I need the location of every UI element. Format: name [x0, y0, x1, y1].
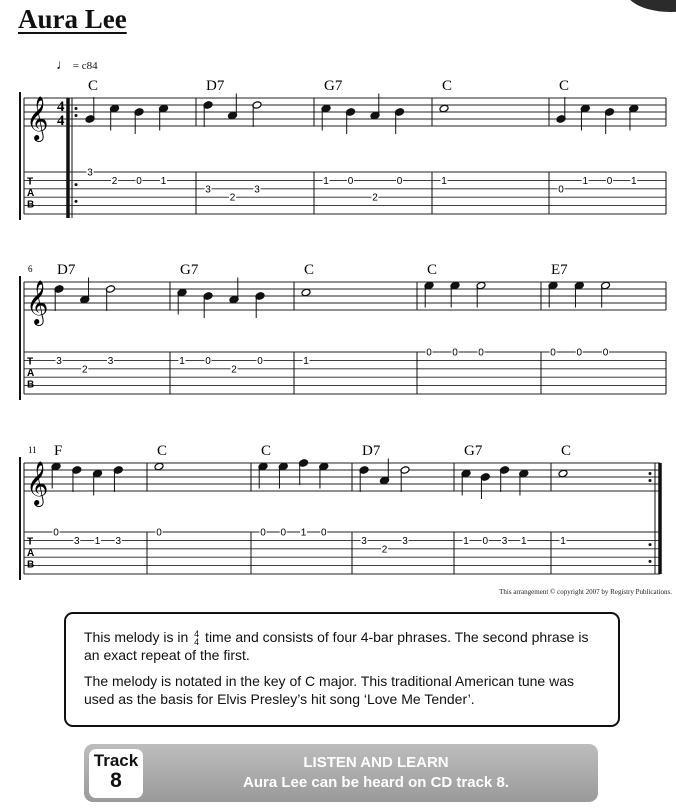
repeat-dot	[75, 200, 78, 203]
tab-fret-number: 2	[111, 175, 118, 187]
tab-fret-number: 3	[501, 535, 508, 547]
chord-symbol: D7	[57, 262, 76, 278]
copyright-notice: This arrangement © copyright 2007 by Registry Publications.	[499, 588, 672, 596]
note-head	[301, 288, 311, 297]
tab-fret-number: 3	[361, 535, 367, 547]
track-label: Track	[93, 751, 139, 770]
tab-fret-number: 0	[320, 527, 327, 539]
tab-fret-number: 0	[550, 347, 556, 359]
tab-fret-number: 3	[87, 167, 93, 179]
tab-fret-number: 1	[520, 535, 527, 547]
treble-clef-icon: 𝄞	[26, 461, 49, 505]
tab-fret-number: 1	[160, 175, 167, 187]
tab-fret-number: 3	[56, 355, 62, 367]
page-title: Aura Lee	[18, 4, 127, 34]
chord-symbol: D7	[362, 443, 381, 459]
tab-fret-number: 1	[630, 175, 637, 187]
time-signature-top: 4	[57, 99, 65, 115]
chord-symbol: G7	[324, 78, 343, 94]
listen-title: LISTEN AND LEARN	[303, 754, 449, 771]
chord-symbol: F	[54, 443, 63, 459]
tab-fret-number: 3	[254, 184, 260, 196]
tab-fret-number: 0	[606, 175, 613, 187]
repeat-dot	[649, 560, 652, 563]
track-number: 8	[110, 769, 122, 792]
note-head	[154, 462, 164, 471]
info-box	[64, 612, 620, 727]
tab-fret-number: 0	[426, 347, 432, 359]
tab-fret-number: 0	[452, 347, 458, 359]
tab-letter: B	[27, 199, 35, 211]
tab-fret-number: 0	[482, 535, 489, 547]
chord-symbol: C	[561, 443, 572, 459]
note-head	[439, 104, 449, 113]
listen-panel	[84, 744, 598, 802]
tab-fret-number: 1	[323, 175, 329, 187]
treble-clef-icon: 𝄞	[26, 280, 49, 324]
repeat-dot	[75, 107, 78, 110]
tab-fret-number: 1	[441, 175, 447, 187]
note-head	[558, 469, 568, 478]
time-signature-bottom: 4	[57, 113, 65, 129]
info-paragraph-key: The melody is notated in the key of C major. This traditional American tune was used as the basis for Elvis Presley’s hit song ‘Love Me Tender’.	[84, 673, 574, 708]
tab-letter: A	[27, 187, 35, 199]
tab-fret-number: 0	[257, 355, 263, 367]
tab-fret-number: 1	[582, 175, 589, 187]
tempo-text: = c84	[72, 60, 98, 72]
tab-fret-number: 2	[81, 364, 88, 376]
tab-fret-number: 3	[115, 535, 122, 547]
tab-fret-number: 2	[229, 192, 236, 204]
repeat-dot	[75, 183, 78, 186]
repeat-dot	[649, 479, 652, 482]
tab-fret-number: 0	[576, 347, 583, 359]
chord-symbol: G7	[464, 443, 483, 459]
tab-fret-number: 0	[205, 355, 211, 367]
chord-symbol: C	[157, 443, 168, 459]
measure-number: 6	[28, 264, 33, 274]
tab-fret-number: 3	[73, 535, 80, 547]
tab-fret-number: 3	[107, 355, 114, 367]
tab-letter: A	[27, 367, 35, 379]
tab-fret-number: 0	[558, 184, 564, 196]
track-badge	[89, 749, 143, 798]
repeat-dot	[75, 114, 78, 117]
tab-fret-number: 1	[179, 355, 185, 367]
chord-symbol: E7	[551, 262, 568, 278]
tab-fret-number: 2	[381, 544, 388, 556]
tab-fret-number: 0	[347, 175, 354, 187]
tab-fret-number: 0	[260, 527, 266, 539]
chord-symbol: C	[261, 443, 272, 459]
chord-symbol: C	[442, 78, 453, 94]
tab-fret-number: 2	[231, 364, 237, 376]
tab-letter: T	[27, 176, 34, 188]
tab-fret-number: 1	[560, 535, 566, 547]
listen-text: Aura Lee can be heard on CD track 8.	[243, 774, 509, 791]
chord-symbol: C	[88, 78, 99, 94]
tab-fret-number: 0	[53, 527, 59, 539]
tab-fret-number: 0	[136, 175, 142, 187]
tab-fret-number: 2	[372, 192, 378, 204]
tab-fret-number: 1	[94, 535, 101, 547]
tab-fret-number: 1	[300, 527, 307, 539]
quarter-note-icon: ♩	[56, 58, 70, 73]
tab-letter: T	[27, 536, 34, 548]
measure-number: 11	[28, 445, 37, 455]
time-signature-fraction: 4 4	[194, 629, 200, 648]
tab-fret-number: 0	[478, 347, 484, 359]
chord-symbol: C	[427, 262, 438, 278]
tab-fret-number: 1	[303, 355, 309, 367]
tab-fret-number: 1	[463, 535, 469, 547]
tab-letter: B	[27, 559, 35, 571]
treble-clef-icon: 𝄞	[26, 96, 49, 140]
repeat-dot	[649, 472, 652, 475]
info-paragraph-time: This melody is in 4 4 time and consists of four 4-bar phrases. The second phrase is an exact repeat of the first.	[84, 629, 589, 664]
tab-fret-number: 0	[602, 347, 609, 359]
tab-fret-number: 0	[396, 175, 403, 187]
tab-letter: T	[27, 356, 34, 368]
repeat-dot	[649, 543, 652, 546]
chord-symbol: C	[559, 78, 570, 94]
chord-symbol: D7	[206, 78, 225, 94]
chord-symbol: C	[304, 262, 315, 278]
tab-fret-number: 3	[402, 535, 408, 547]
chord-symbol: G7	[180, 262, 199, 278]
tab-fret-number: 0	[156, 527, 162, 539]
tab-fret-number: 0	[280, 527, 287, 539]
tab-letter: A	[27, 547, 35, 559]
tab-fret-number: 3	[205, 184, 211, 196]
tab-letter: B	[27, 379, 35, 391]
